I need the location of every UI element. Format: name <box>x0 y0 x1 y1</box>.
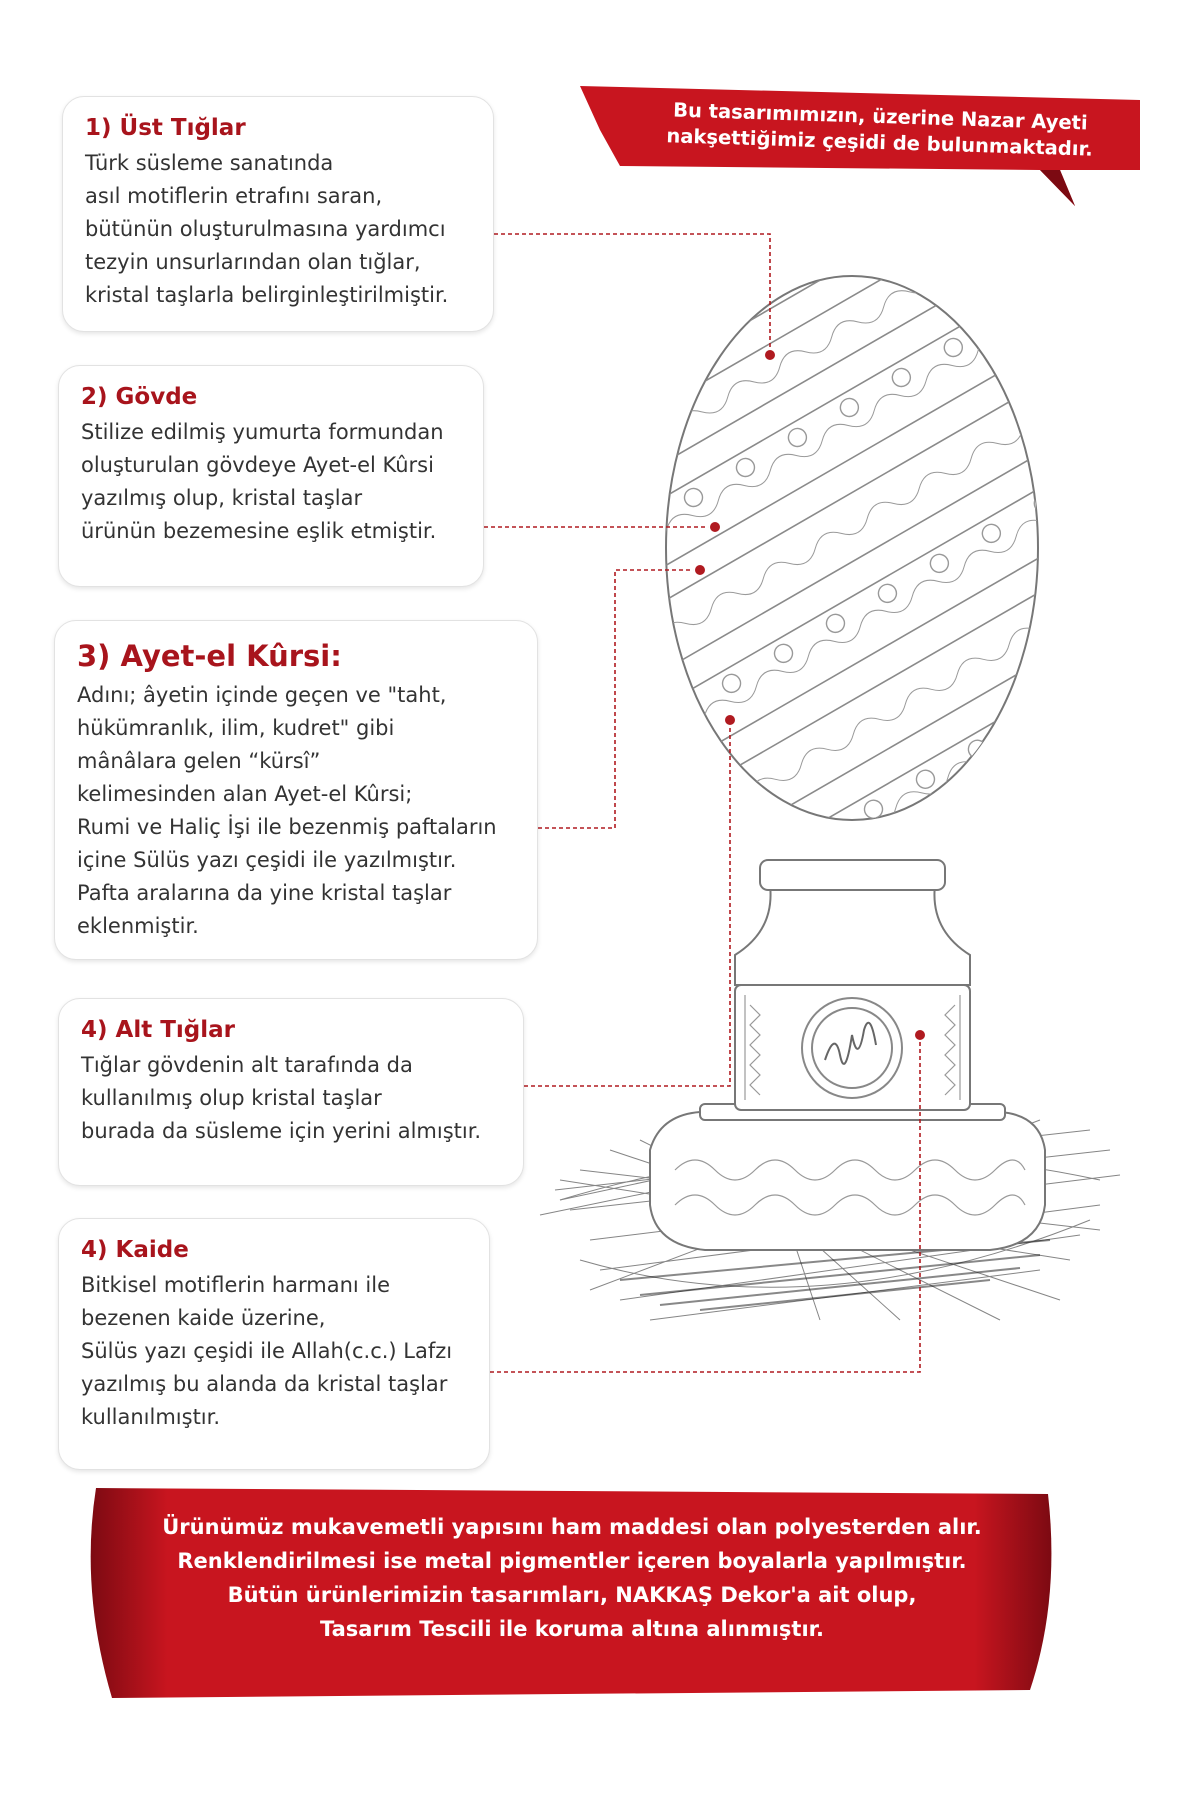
section-card-kaide <box>58 1218 490 1470</box>
section-card-alt-tiglar <box>58 998 524 1186</box>
section-body: Tığlar gövdenin alt tarafında da kullanılmış olup kristal taşlar burada da süsleme için yerini almıştır. <box>81 1053 482 1143</box>
section-card-ust-tiglar <box>62 96 494 332</box>
top-banner <box>570 86 1140 196</box>
top-banner-text <box>639 96 1120 163</box>
section-title: 4) Alt Tığlar <box>81 1017 235 1043</box>
top-banner-line: nakşettiğimiz çeşidi de bulunmaktadır. <box>666 124 1094 161</box>
bottom-banner-text <box>118 1510 1026 1646</box>
section-title: 1) Üst Tığlar <box>85 115 246 141</box>
section-body: Adını; âyetin içinde geçen ve "taht, hükümranlık, ilim, kudret" gibi mânâlara gelen “kürsî” kelimesinden alan Ayet-el Kûrsi; Rumi ve Haliç İşi ile bezenmiş paftaların içine Sülüs yazı çeşidi ile yazılmıştır. Pafta aralarına da yine kristal taşlar eklenmiştir. <box>77 683 497 938</box>
top-banner-line: Bu tasarımımızın, üzerine Nazar Ayeti <box>672 98 1088 135</box>
section-title: 3) Ayet-el Kûrsi: <box>77 639 342 673</box>
section-body: Bitkisel motiflerin harmanı ile bezenen kaide üzerine, Sülüs yazı çeşidi ile Allah(c.c.) Lafzı yazılmış bu alanda da kristal taşlar kullanılmıştır. <box>81 1273 453 1429</box>
section-card-ayet-el-kursi <box>54 620 538 960</box>
section-card-govde <box>58 365 484 587</box>
section-body: Stilize edilmiş yumurta formundan oluşturulan gövdeye Ayet-el Kûrsi yazılmış olup, kristal taşlar ürünün bezemesine eşlik etmiştir. <box>81 420 444 543</box>
bottom-banner-line: Bütün ürünlerimizin tasarımları, NAKKAŞ Dekor'a ait olup, <box>227 1583 917 1607</box>
section-title: 4) Kaide <box>81 1237 189 1263</box>
section-body: Türk süsleme sanatında asıl motiflerin etrafını saran, bütünün oluşturulmasına yardımcı tezyin unsurlarından olan tığlar, kristal taşlarla belirginleştirilmiştir. <box>85 151 449 307</box>
bottom-banner <box>88 1488 1056 1698</box>
bottom-banner-line: Tasarım Tescili ile koruma altına alınmıştır. <box>320 1617 824 1641</box>
bottom-banner-line: Ürünümüz mukavemetli yapısını ham maddesi olan polyesterden alır. <box>162 1515 982 1539</box>
allah-medallion <box>802 998 902 1098</box>
bottom-banner-line: Renklendirilmesi ise metal pigmentler içeren boyalarla yapılmıştır. <box>177 1549 967 1573</box>
section-title: 2) Gövde <box>81 384 198 410</box>
